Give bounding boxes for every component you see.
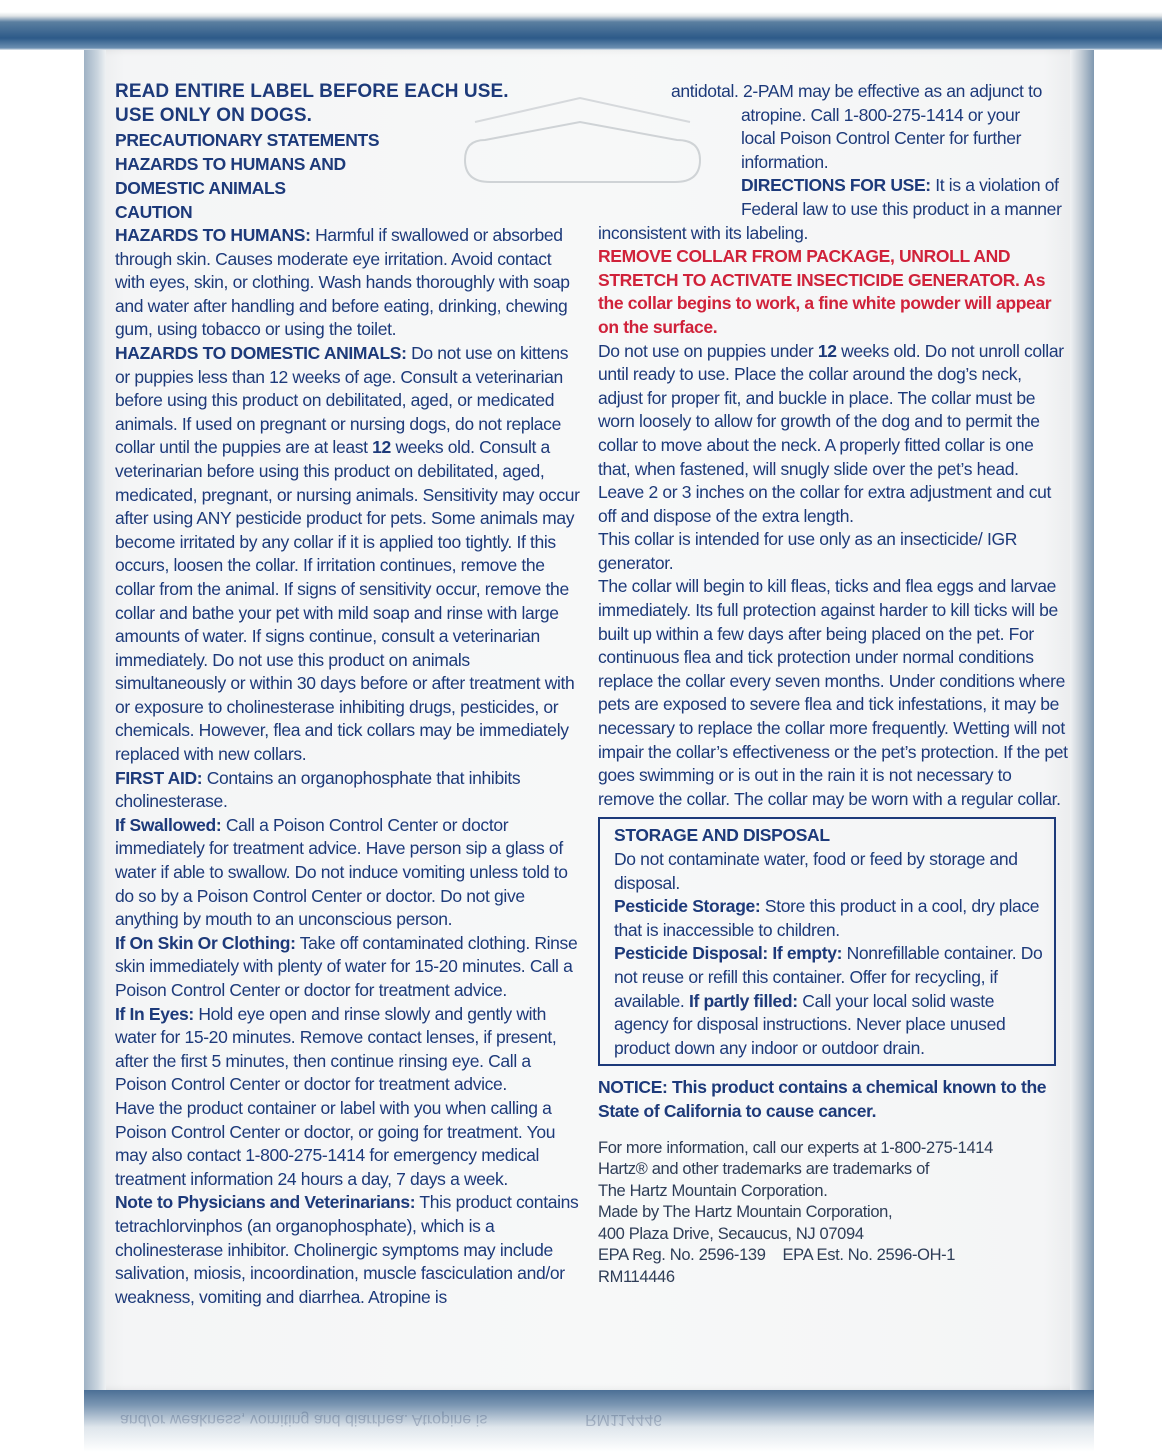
intended-use-paragraph: This collar is intended for use only as an insecticide/ IGR generator. xyxy=(598,529,1018,573)
physicians-text: This product contains tetrachlorvinphos (an organophosphate), which is a cholinesterase inhibitor. Cholinergic symptoms may include salivation, miosis, incoordination, muscle fasciculation and/or weakness, vomiting and diarrhea. Atropine is xyxy=(115,1192,579,1307)
info-line-1: For more information, call our experts at 1-800-275-1414 xyxy=(598,1138,993,1157)
storage-disposal-box xyxy=(598,817,1056,1066)
directions-line-3: inconsistent with its labeling. xyxy=(598,222,808,243)
pesticide-disposal-label: Pesticide Disposal: If empty: xyxy=(614,943,843,964)
first-aid-text: Contains an organophosphate that inhibits cholinesterase. xyxy=(115,767,521,812)
epa-numbers: EPA Reg. No. 2596-139 EPA Est. No. 2596-OH-1 xyxy=(598,1246,956,1265)
first-aid-label: FIRST AID: xyxy=(115,767,203,788)
info-line-5: 400 Plaza Drive, Secaucus, NJ 07094 xyxy=(598,1224,864,1243)
dogs-only-heading: USE ONLY ON DOGS. xyxy=(115,105,313,126)
swallowed-text: Call a Poison Control Center or doctor immediately for treatment advice. Have person sip a glass of water if able to swallow. Do not induce vomiting unless told to do so by a Poison Control Center or doctor. Do not give anything by mouth to an unconscious person. xyxy=(115,814,568,930)
pesticide-disposal-paragraph xyxy=(614,942,1044,1060)
antidotal-line-4: information. xyxy=(741,151,829,172)
hazards-domestic-paragraph xyxy=(115,342,585,767)
hazards-heading-line1: HAZARDS TO HUMANS AND xyxy=(115,154,346,174)
pesticide-storage-paragraph xyxy=(614,895,1044,942)
pesticide-storage-text: Store this product in a cool, dry place that is inaccessible to children. xyxy=(614,896,1040,940)
partly-filled-text: Call your local solid waste agency for disposal instructions. Never place unused product down any indoor or outdoor drain. xyxy=(614,990,1006,1058)
swallowed-paragraph xyxy=(115,814,585,932)
info-line-2: Hartz® and other trademarks are trademarks of xyxy=(598,1160,930,1179)
storage-text: Do not contaminate water, food or feed by storage and disposal. xyxy=(614,849,1018,893)
puppies-paragraph xyxy=(598,340,1068,529)
puppies-twelve: 12 xyxy=(817,340,837,361)
read-label-heading: READ ENTIRE LABEL BEFORE EACH USE. xyxy=(115,81,509,102)
hazards-domestic-text-1: Do not use on kittens or puppies less than 12 weeks of age. Consult a veterinarian before using this product on debilitated, aged, or medicated animals. If used on pregnant or nursing dogs, do not replace collar until the puppies are at least xyxy=(115,342,569,458)
storage-title: STORAGE AND DISPOSAL xyxy=(614,825,830,846)
box-left-edge xyxy=(84,50,106,1390)
skin-label: If On Skin Or Clothing: xyxy=(115,932,296,953)
activation-warning xyxy=(598,245,1068,339)
partly-filled-label: If partly filled: xyxy=(688,990,798,1011)
antidotal-line-1: antidotal. 2-PAM may be effective as an adjunct to xyxy=(671,81,1042,101)
box-right-edge xyxy=(1070,50,1094,1390)
skin-paragraph xyxy=(115,932,585,1003)
first-aid-paragraph xyxy=(115,767,585,814)
caution-heading: CAUTION xyxy=(115,202,193,222)
hazards-domestic-text-2: weeks old. Consult a veterinarian before using this product on debilitated, aged, medicated, pregnant, or nursing animals. Sensitivity may occur after using ANY pesticide product for pets. Some animals may become irritated by any collar if it is applied too tightly. If this occurs, loosen the collar. If irritation continues, remove the collar from the animal. If signs of sensitivity occur, remove the collar and bathe your pet with mild soap and rinse with large amounts of water. If signs continue, consult a veterinarian immediately. Do not use this product on animals simultaneously or within 30 days before or after treatment with or exposure to cholinesterase inhibiting drugs, pesticides, or chemicals. However, flea and tick collars may be immediately replaced with new collars. xyxy=(115,437,580,765)
california-notice: NOTICE: This product contains a chemical known to the State of California to cause cancer. xyxy=(598,1077,1047,1121)
pesticide-disposal-text: Nonrefillable container. Do not reuse or refill this container. Offer for recycling, if available. xyxy=(614,943,1043,1011)
kill-fleas-paragraph: The collar will begin to kill fleas, ticks and flea eggs and larvae immediately. Its full protection against harder to kill ticks will be built up within a few days after being placed on the pet. For continuous flea and tick protection under normal conditions replace the collar every seven months. Under conditions where pets are exposed to severe flea and tick infestations, it may be necessary to replace the collar more frequently. Wetting will not impair the collar’s effectiveness or the pet’s protection. If the pet goes swimming or is out in the rain it is not necessary to remove the collar. The collar may be worn with a regular collar. xyxy=(598,576,1068,809)
activation-warning-caps: REMOVE COLLAR FROM PACKAGE, UNROLL AND STRETCH TO ACTIVATE INSECTICIDE GENERATOR. xyxy=(598,246,1020,290)
eyes-paragraph xyxy=(115,1003,585,1097)
puppies-text-2: weeks old. Do not unroll collar until ready to use. Place the collar around the dog’s neck, adjust for proper fit, and buckle in place. The collar must be worn loosely to allow for growth of the dog and to permit the collar to move about the neck. A properly fitted collar is one that, when fastened, will snugly slide over the pet’s head. Leave 2 or 3 inches on the collar for extra adjustment and cut off and dispose of the extra length. xyxy=(598,340,1064,526)
left-column xyxy=(115,80,585,1309)
hazards-domestic-twelve: 12 xyxy=(372,437,391,458)
box-top-edge xyxy=(0,0,1162,50)
info-line-4: Made by The Hartz Mountain Corporation, xyxy=(598,1203,893,1222)
hazards-humans-text: Harmful if swallowed or absorbed through skin. Causes moderate eye irritation. Avoid contact with eyes, skin, or clothing. Wash hands thoroughly with soap and water after handling and before eating, drinking, chewing gum, using tobacco or using the toilet. xyxy=(115,225,570,340)
eyes-label: If In Eyes: xyxy=(115,1003,194,1024)
directions-line-1 xyxy=(598,174,1068,198)
info-line-3: The Hartz Mountain Corporation. xyxy=(598,1181,828,1200)
activation-warning-rest: As the collar begins to work, a fine white powder will appear on the surface. xyxy=(598,269,1052,337)
right-column xyxy=(598,80,1068,1288)
rm-code: RM114446 xyxy=(598,1267,675,1286)
skin-text: Take off contaminated clothing. Rinse skin immediately with plenty of water for 15-20 minutes. Call a Poison Control Center or doctor for treatment advice. xyxy=(115,932,578,1000)
precautionary-heading: PRECAUTIONARY STATEMENTS xyxy=(115,130,380,150)
directions-line-2: Federal law to use this product in a manner xyxy=(741,198,1062,219)
directions-text-1: It is a violation of xyxy=(935,175,1059,196)
container-paragraph: Have the product container or label with you when calling a Poison Control Center or doctor, or going for treatment. You may also contact 1-800-275-1414 for emergency medical treatment information 24 hours a day, 7 days a week. xyxy=(115,1097,556,1189)
mirrored-print-reflection: and/or weakness, vomiting and diarrhea. Atropine is RM114446 xyxy=(120,1411,663,1428)
hazards-heading-line2: DOMESTIC ANIMALS xyxy=(115,178,286,198)
antidotal-line-2: atropine. Call 1-800-275-1414 or your xyxy=(741,104,1020,125)
eyes-text: Hold eye open and rinse slowly and gently with water for 15-20 minutes. Remove contact lenses, if present, after the first 5 minutes, then continue rinsing eye. Call a Poison Control Center or doctor for treatment advice. xyxy=(115,1003,557,1095)
antidotal-line-3: local Poison Control Center for further xyxy=(741,128,1022,149)
hazards-humans-paragraph xyxy=(115,224,585,342)
physicians-label: Note to Physicians and Veterinarians: xyxy=(115,1192,416,1213)
swallowed-label: If Swallowed: xyxy=(115,814,222,835)
hazards-domestic-label: HAZARDS TO DOMESTIC ANIMALS: xyxy=(115,342,407,363)
pesticide-storage-label: Pesticide Storage: xyxy=(614,896,761,917)
puppies-text-1: Do not use on puppies under xyxy=(598,340,814,361)
hazards-humans-label: HAZARDS TO HUMANS: xyxy=(115,225,311,245)
physicians-paragraph xyxy=(115,1191,585,1309)
directions-label: DIRECTIONS FOR USE: xyxy=(741,175,931,196)
